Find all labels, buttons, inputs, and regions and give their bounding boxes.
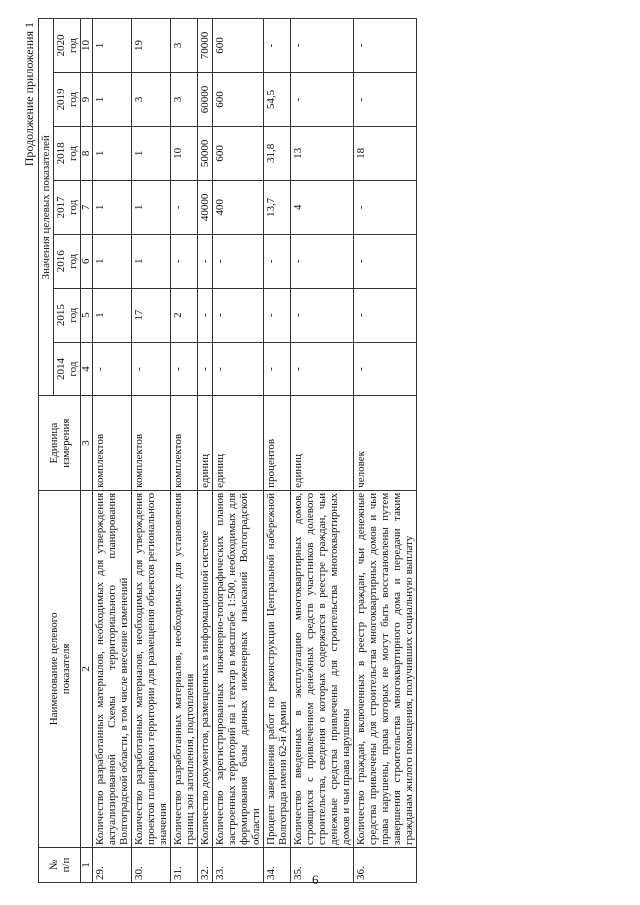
table-row [171,19,198,883]
indicator-value: 1 [93,180,132,234]
header-num: № п/п [39,847,81,882]
indicator-value: - [198,234,213,288]
indicator-value: 13,7 [264,180,291,234]
table-body [93,19,417,883]
header-year: 2020 год [54,19,81,73]
indicator-value: 600 [213,73,264,127]
indicator-value: - [291,234,354,288]
indicator-value: 3 [132,73,171,127]
indicator-value: 3 [171,73,198,127]
indicator-value: 600 [213,19,264,73]
indicator-value: 1 [132,180,171,234]
column-index: 6 [81,234,93,288]
indicator-value: - [132,342,171,396]
indicator-value: 1 [93,19,132,73]
header-year: 2015 год [54,288,81,342]
indicator-value: - [264,342,291,396]
unit-of-measure: единиц [213,396,264,490]
indicator-value: - [354,73,417,127]
indicator-name: Количество разработанных материалов, необходимых для утверждения проектов планировки территории для размещения объектов регионального значения [132,490,171,847]
header-unit: Единица измерения [39,396,81,490]
row-number: 31. [171,847,198,882]
table-row [354,19,417,883]
indicator-value: - [171,180,198,234]
indicator-value: - [171,342,198,396]
indicator-value: 2 [171,288,198,342]
table-row [198,19,213,883]
indicator-value: 1 [132,234,171,288]
indicator-value: - [354,19,417,73]
indicator-value: - [213,342,264,396]
row-number: 29. [93,847,132,882]
indicator-value: - [291,342,354,396]
column-index: 3 [81,396,93,490]
row-number: 33. [213,847,264,882]
column-index: 5 [81,288,93,342]
indicator-value: 1 [93,234,132,288]
indicator-name: Количество граждан, включенных в реестр граждан, чьи денежные средства привлечены для строительства многоквартирных домов и чьи права нарушены, права которых не могут быть восстановлены путем завершения строительства многоквартирного дома и передачи таким гражданам жилого помещения, получивших социальную выплату [354,490,417,847]
continuation-note: Продолжение приложения 1 [22,22,36,167]
column-index: 2 [81,490,93,847]
header-row-indices [81,19,93,883]
indicator-value: - [198,288,213,342]
indicator-value: 4 [291,180,354,234]
header-year: 2014 год [54,342,81,396]
column-index: 8 [81,126,93,180]
table-row [291,19,354,883]
row-number: 35. [291,847,354,882]
indicator-value: 18 [354,126,417,180]
indicator-value: 1 [93,288,132,342]
unit-of-measure: человек [354,396,417,490]
indicator-value: 50000 [198,126,213,180]
indicator-value: - [171,234,198,288]
table-row [132,19,171,883]
unit-of-measure: комплектов [93,396,132,490]
column-index: 9 [81,73,93,127]
indicator-value: - [213,288,264,342]
indicator-value: 10 [171,126,198,180]
column-index: 7 [81,180,93,234]
column-index: 1 [81,847,93,882]
indicator-value: - [264,234,291,288]
indicator-value: 1 [93,73,132,127]
indicator-value: 31,8 [264,126,291,180]
table-row [264,19,291,883]
indicator-value: - [213,234,264,288]
table-row [93,19,132,883]
row-number: 32. [198,847,213,882]
header-row-top [39,19,54,883]
indicator-name: Количество разработанных материалов, необходимых для утверждения актуализированной Схемы территориального планирования Волгоградской области, в том числе внесение изменений [93,490,132,847]
indicator-value: - [93,342,132,396]
indicator-name: Количество введенных в эксплуатацию многоквартирных домов, строящихся с привлечением денежных средств участников долевого строительства, сведения о которых содержатся в реестре граждан, чьи денежные средства привлечены для строительства многоквартирных домов и чьи права нарушены [291,490,354,847]
indicator-value: - [354,288,417,342]
indicator-value: - [291,19,354,73]
unit-of-measure: процентов [264,396,291,490]
indicator-value: 19 [132,19,171,73]
indicator-value: - [198,342,213,396]
header-year: 2019 год [54,73,81,127]
header-year: 2017 год [54,180,81,234]
indicator-value: 60000 [198,73,213,127]
indicator-name: Количество разработанных материалов, необходимых для установления границ зон затопления, подтопления [171,490,198,847]
indicator-value: - [291,73,354,127]
unit-of-measure: комплектов [171,396,198,490]
header-name: Наименование целевого показателя [39,490,81,847]
indicator-value: 400 [213,180,264,234]
indicator-value: 40000 [198,180,213,234]
column-index: 4 [81,342,93,396]
column-index: 10 [81,19,93,73]
indicator-value: - [264,19,291,73]
row-number: 30. [132,847,171,882]
indicator-value: - [264,288,291,342]
header-year: 2018 год [54,126,81,180]
row-number: 34. [264,847,291,882]
row-number: 36. [354,847,417,882]
indicator-value: 70000 [198,19,213,73]
header-values-group: Значения целевых показателей [39,19,54,397]
indicator-value: 17 [132,288,171,342]
header-year: 2016 год [54,234,81,288]
indicator-value: 13 [291,126,354,180]
indicator-value: - [354,342,417,396]
indicator-name: Количество документов, размещенных в информационной системе [198,490,213,847]
indicator-value: - [291,288,354,342]
indicator-value: 54,5 [264,73,291,127]
unit-of-measure: единиц [291,396,354,490]
indicator-value: 3 [171,19,198,73]
indicator-value: 1 [93,126,132,180]
indicator-value: 1 [132,126,171,180]
page-number: 6 [312,872,319,887]
unit-of-measure: комплектов [132,396,171,490]
indicator-value: - [354,180,417,234]
table-row [213,19,264,883]
indicator-value: - [354,234,417,288]
indicator-name: Количество зарегистрированных инженерно-топографических планов застроенных территорий на 1 гектар в масштабе 1:500, необходимых для формирования базы данных инженерных изысканий Волгоградской области [213,490,264,847]
rotated-table-page [20,18,620,883]
indicator-value: 600 [213,126,264,180]
target-indicators-table [38,18,417,883]
unit-of-measure: единиц [198,396,213,490]
indicator-name: Процент завершения работ по реконструкции Центральной набережной Волгограда имени 62-й Армии [264,490,291,847]
